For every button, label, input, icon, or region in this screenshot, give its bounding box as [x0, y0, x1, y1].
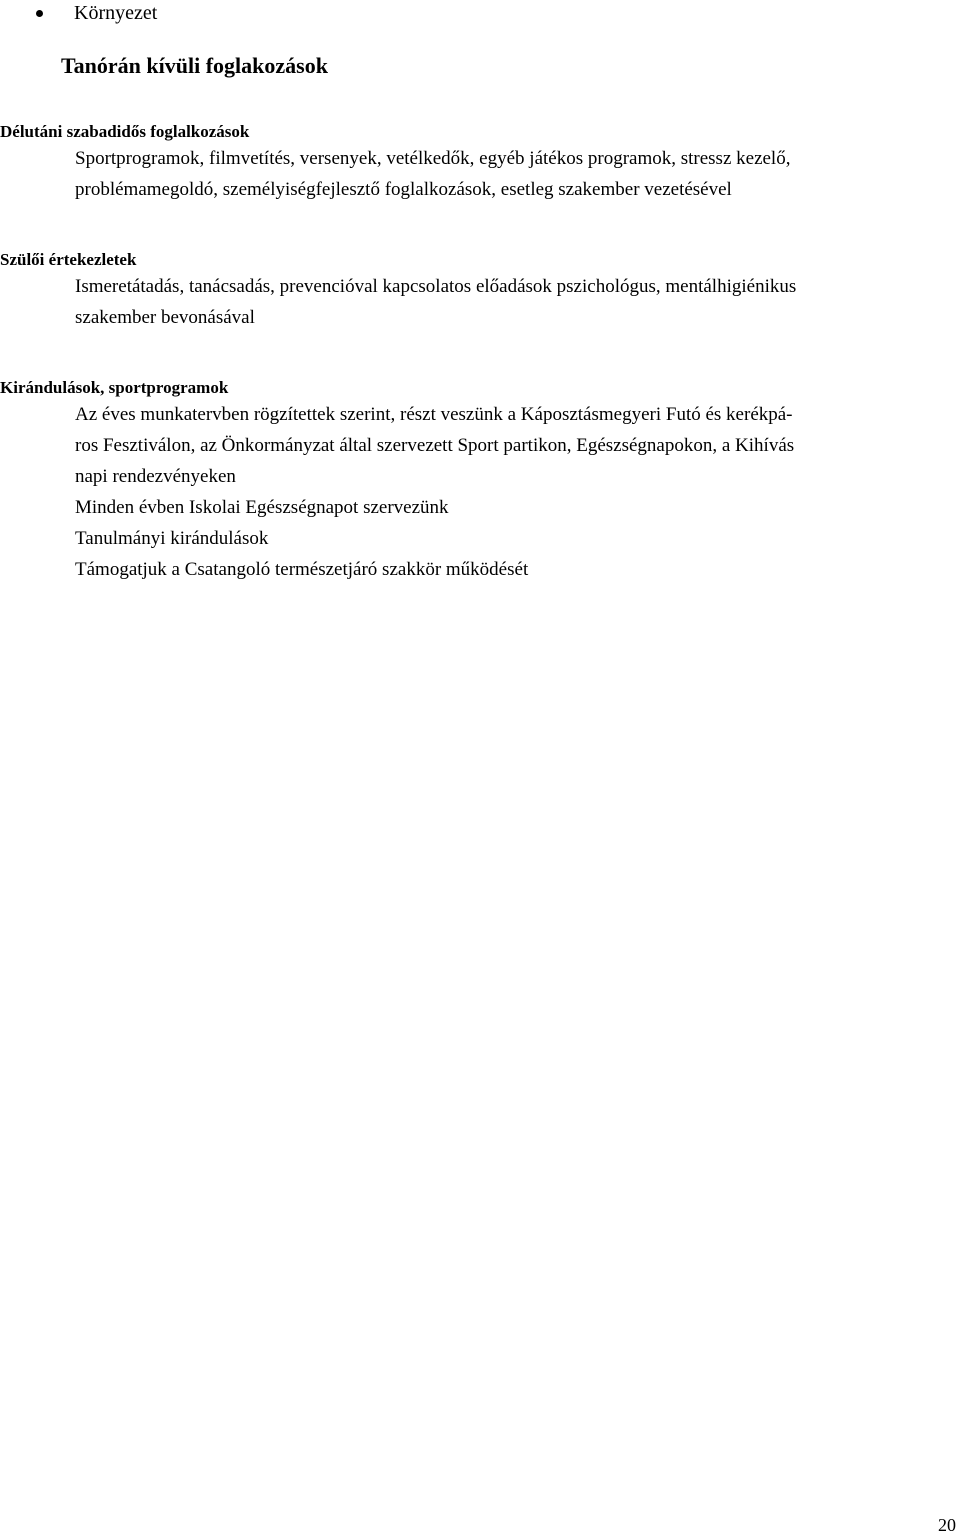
body-line: szakember bevonásával	[75, 307, 255, 328]
body-line: Az éves munkatervben rögzítettek szerint, részt veszünk a Káposztásmegyeri Futó és kerékpá-	[75, 404, 793, 425]
section-afternoon-activities	[0, 121, 960, 205]
bullet-dot-icon	[36, 10, 43, 17]
section-title: Délutáni szabadidős foglalkozások	[0, 122, 250, 141]
bullet-item	[36, 0, 157, 26]
body-line: Sportprogramok, filmvetítés, versenyek, vetélkedők, egyéb játékos programok, stressz kezelő,	[75, 148, 791, 169]
body-line: Támogatjuk a Csatangoló természetjáró szakkör működését	[75, 559, 529, 580]
main-heading: Tanórán kívüli foglakozások	[61, 53, 328, 78]
body-line: Ismeretátadás, tanácsadás, prevencióval kapcsolatos előadások pszichológus, mentálhigiénikus	[75, 276, 797, 297]
body-line: Tanulmányi kirándulások	[75, 528, 269, 549]
section-title: Kirándulások, sportprogramok	[0, 378, 229, 397]
body-line: napi rendezvényeken	[75, 466, 236, 487]
section-excursions-sports	[0, 377, 960, 585]
body-line: problémamegoldó, személyiségfejlesztő foglalkozások, esetleg szakember vezetésével	[75, 179, 732, 200]
bullet-item-text: Környezet	[74, 2, 158, 24]
section-title: Szülői értekezletek	[0, 250, 137, 269]
body-line: ros Fesztiválon, az Önkormányzat által szervezett Sport partikon, Egészségnapokon, a Kihívás	[75, 435, 795, 456]
section-body	[0, 143, 960, 205]
body-line: Minden évben Iskolai Egészségnapot szervezünk	[75, 497, 449, 518]
section-parent-meetings	[0, 249, 960, 333]
page-number: 20	[938, 1515, 956, 1535]
section-body	[0, 271, 960, 333]
section-body	[0, 399, 960, 585]
